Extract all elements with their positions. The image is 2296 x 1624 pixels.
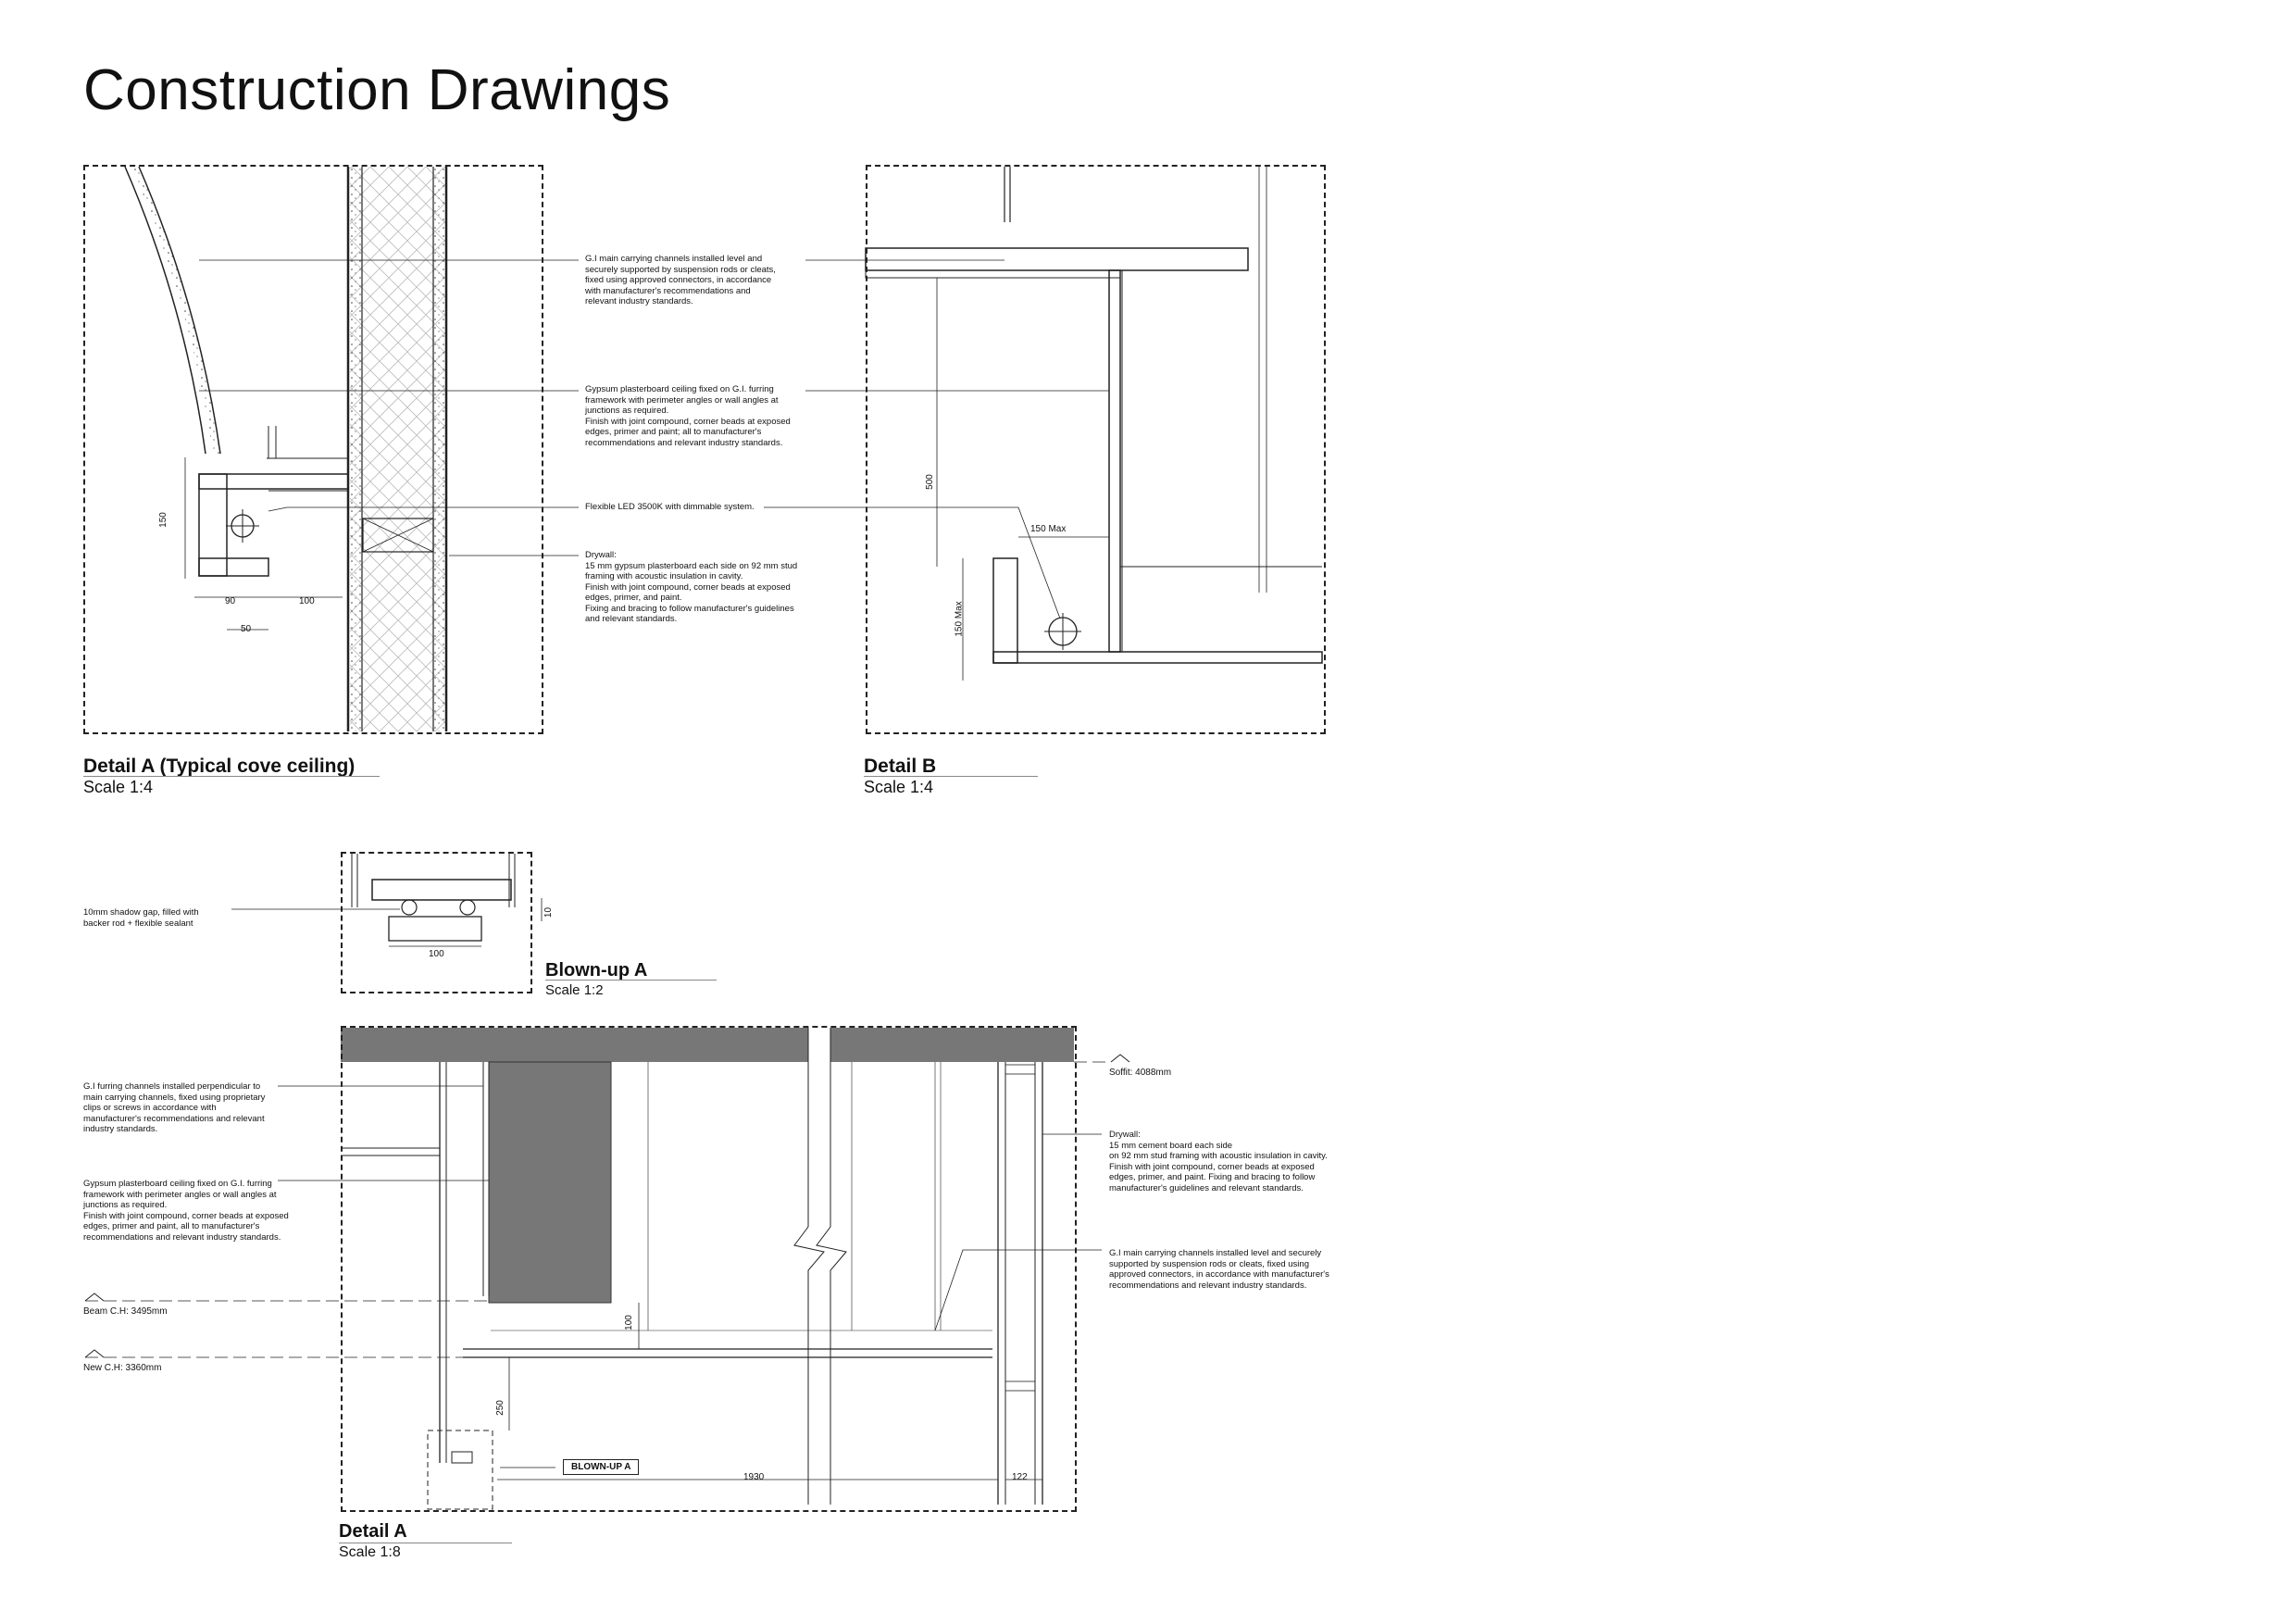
dim-150: 150 bbox=[157, 512, 168, 528]
detail-a-top-scale: Scale 1:4 bbox=[83, 778, 154, 796]
detail-a-bottom-note-left-2: Gypsum plasterboard ceiling fixed on G.I. furring framework with perimeter angles or wall angles at junctions as required. Finish with joint compound, corner beads at exposed edges, primer and paint, all to manufacturer's recommendations and relevant industry standards. bbox=[83, 1179, 289, 1243]
dim-50: 50 bbox=[241, 624, 252, 634]
detail-a-bottom-note-left-1: G.I furring channels installed perpendicular to main carrying channels, fixed using proprietary clips or screws in accordance with manufacturer's recommendations and relevant industry standards. bbox=[83, 1081, 266, 1134]
dim-bottom-1930: 1930 bbox=[743, 1472, 765, 1482]
dim-bottom-250: 250 bbox=[494, 1400, 505, 1416]
dim-bottom-100: 100 bbox=[623, 1315, 634, 1330]
blown-up-a-frame bbox=[341, 852, 532, 993]
detail-a-note-1: G.I main carrying channels installed level and securely supported by suspension rods or cleats, fixed using approved connectors, in accordance with manufacturer's recommendations and relevant industry standards. bbox=[585, 254, 776, 306]
detail-a-bottom-note-right-2: G.I main carrying channels installed level and securely supported by suspension rods or cleats, fixed using approved connectors, in accordance with manufacturer's recommendations and relevant industry standards. bbox=[1109, 1248, 1329, 1291]
detail-b-frame bbox=[866, 165, 1326, 734]
blown-up-a-title: Blown-up A bbox=[545, 960, 648, 981]
dim-150-max-h: 150 Max bbox=[1030, 524, 1067, 534]
detail-b-scale: Scale 1:4 bbox=[864, 778, 934, 796]
detail-a-bottom-scale: Scale 1:8 bbox=[339, 1544, 401, 1560]
dim-bottom-122: 122 bbox=[1012, 1472, 1028, 1482]
level-soffit: Soffit: 4088mm bbox=[1109, 1068, 1172, 1078]
level-new: New C.H: 3360mm bbox=[83, 1363, 162, 1373]
dim-blown-100: 100 bbox=[429, 949, 444, 959]
detail-b-underline bbox=[864, 776, 1038, 777]
dim-blown-10: 10 bbox=[543, 906, 555, 918]
detail-a-bottom-frame bbox=[341, 1026, 1077, 1512]
detail-a-top-underline bbox=[83, 776, 380, 777]
detail-a-note-2: Gypsum plasterboard ceiling fixed on G.I. furring framework with perimeter angles or wall angles at junctions as required. Finish with joint compound, corner beads at exposed edges, primer and paint; all to manufacturer's recommendations and relevant industry standards. bbox=[585, 384, 791, 448]
blown-up-a-note: 10mm shadow gap, filled with backer rod + flexible sealant bbox=[83, 907, 199, 929]
page-title: Construction Drawings bbox=[83, 58, 671, 122]
blown-up-a-underline bbox=[545, 980, 717, 981]
detail-a-bottom-note-right-1: Drywall: 15 mm cement board each side on 92 mm stud framing with acoustic insulation in cavity. Finish with joint compound, corner beads at exposed edges, primer, and paint. Fixing and bracing to follow manufacturer's guidelines and relevant standards. bbox=[1109, 1130, 1328, 1193]
detail-a-top-title: Detail A (Typical cove ceiling) bbox=[83, 756, 356, 777]
detail-a-note-3: Flexible LED 3500K with dimmable system. bbox=[585, 502, 755, 512]
level-beam: Beam C.H: 3495mm bbox=[83, 1306, 168, 1317]
dim-90: 90 bbox=[225, 596, 236, 606]
dim-150-max-v: 150 Max bbox=[954, 601, 965, 637]
detail-b-title: Detail B bbox=[864, 756, 937, 777]
detail-a-top-frame bbox=[83, 165, 543, 734]
blown-up-a-callout: BLOWN-UP A bbox=[563, 1459, 639, 1475]
blown-up-a-scale: Scale 1:2 bbox=[545, 982, 604, 998]
detail-a-bottom-title: Detail A bbox=[339, 1521, 407, 1542]
dim-100: 100 bbox=[299, 596, 315, 606]
dim-500: 500 bbox=[924, 474, 935, 490]
detail-a-note-4: Drywall: 15 mm gypsum plasterboard each side on 92 mm stud framing with acoustic insulation in cavity. Finish with joint compound, corner beads at exposed edges, primer, and paint. Fixing and bracing to follow manufacturer's guidelines and relevant standards. bbox=[585, 550, 798, 624]
